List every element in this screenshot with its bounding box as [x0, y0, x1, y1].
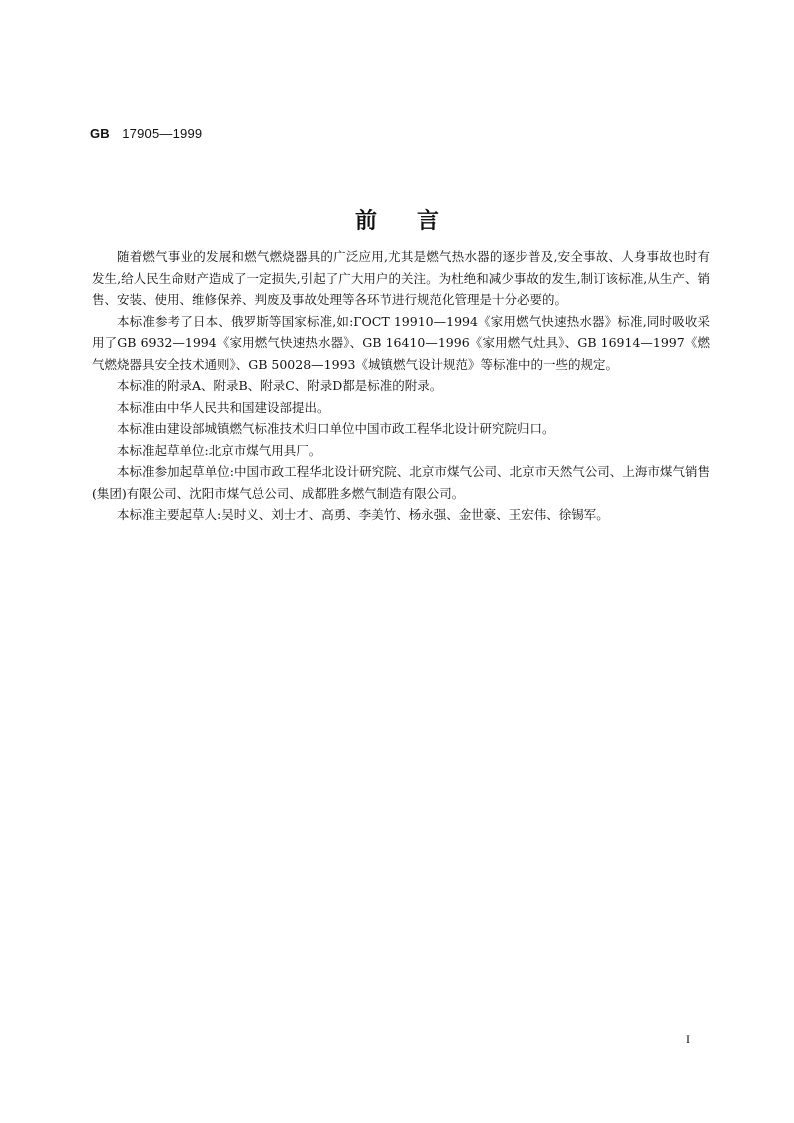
paragraph-main-drafters: 本标准主要起草人:吴时义、刘士才、高勇、李美竹、杨永强、金世豪、王宏伟、徐锡军。: [117, 507, 609, 522]
paragraph-drafting-unit: 本标准起草单位:北京市煤气用具厂。: [117, 442, 322, 458]
paragraph-appendices: 本标准的附录A、附录B、附录C、附录D都是标准的附录。: [117, 378, 443, 393]
page-title: 前言: [354, 209, 479, 234]
paragraph-proposed-by: 本标准由中华人民共和国建设部提出。: [117, 399, 330, 415]
page-number: I: [686, 1032, 690, 1046]
document-header: [90, 126, 202, 142]
paragraph-background: 随着燃气事业的发展和燃气燃烧器具的广泛应用,尤其是燃气热水器的逐步普及,安全事故、人身事故也时有发生,给人民生命财产造成了一定损失,引起了广大用户的关注。为杜绝和减少事故的发生,制订该标准,从生产、销售、安装、使用、维修保养、判废及事故处理等各环节进行规范化管理是十分必要的。: [92, 249, 710, 307]
standard-number: 17905—1999: [122, 126, 203, 141]
paragraph-references: 本标准参考了日本、俄罗斯等国家标准,如:ГОСТ 19910—1994《家用燃气快速热水器》标准,同时吸收采用了GB 6932—1994《家用燃气快速热水器》、GB 16410—1996《家用燃气灶具》、GB 16914—1997《燃气燃烧器具安全技术通则》、GB 50028—1993《城镇燃气设计规范》等标准中的一些的规定。: [92, 313, 710, 372]
standard-prefix: GB: [90, 126, 110, 141]
foreword-body: [92, 246, 710, 526]
paragraph-administered-by: 本标准由建设部城镇燃气标准技术归口单位中国市政工程华北设计研究院归口。: [117, 421, 555, 436]
paragraph-participating-units: 本标准参加起草单位:中国市政工程华北设计研究院、北京市煤气公司、北京市天然气公司、上海市煤气销售(集团)有限公司、沈阳市煤气总公司、成都胜多燃气制造有限公司。: [92, 464, 710, 501]
